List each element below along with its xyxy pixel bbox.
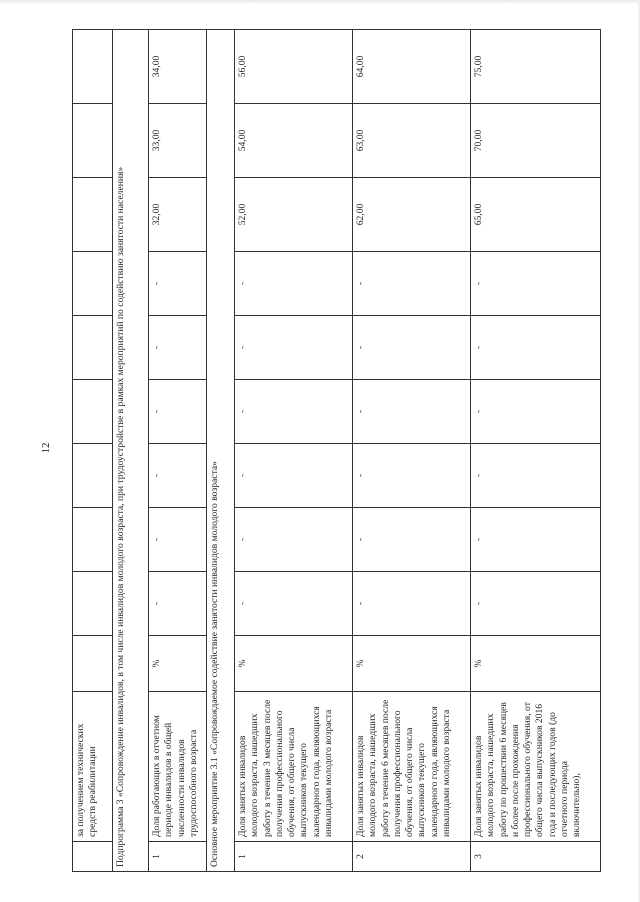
indicator-name: Доля занятых инвалидов молодого возраста, нашедших работу в течение 6 месяцев после получения профессионального обучения, от общего числа выпускников текущего календарного года, являющихся инвалидами молодого возраста — [353, 692, 471, 842]
value-cell: 32,00 — [149, 178, 207, 252]
value-cell: 56,00 — [235, 30, 353, 104]
rotated-page-content — [72, 30, 600, 872]
page-number: 12 — [40, 442, 52, 454]
value-cell: - — [235, 252, 353, 316]
value-cell: - — [235, 508, 353, 572]
row-number: 1 — [235, 842, 353, 872]
value-cell: - — [471, 508, 601, 572]
indicator-name: Доля занятых инвалидов молодого возраста, нашедших работу по прошествии 6 месяцев и более после прохождения профессионального обучения, от общего числа выпускников 2016 года и последующих годов (до отчетного периода включительно), — [471, 692, 601, 842]
value-cell: 54,00 — [235, 104, 353, 178]
unit-cell: % — [353, 636, 471, 692]
value-cell — [73, 316, 113, 380]
value-cell: 64,00 — [353, 30, 471, 104]
value-cell: - — [353, 380, 471, 444]
value-cell: - — [235, 316, 353, 380]
value-cell: - — [471, 380, 601, 444]
value-cell: 52,00 — [235, 178, 353, 252]
unit-cell — [73, 636, 113, 692]
value-cell: - — [235, 572, 353, 636]
value-cell: - — [353, 508, 471, 572]
unit-cell: % — [471, 636, 601, 692]
indicator-name: Доля занятых инвалидов молодого возраста, нашедших работу в течение 3 месяцев после получения профессионального обучения, от общего числа выпускников текущего календарного года, являющихся инвалидами молодого возраста — [235, 692, 353, 842]
value-cell: - — [353, 444, 471, 508]
value-cell: 34,00 — [149, 30, 207, 104]
table-row — [149, 30, 207, 872]
value-cell: - — [149, 508, 207, 572]
unit-cell: % — [235, 636, 353, 692]
value-cell: - — [471, 252, 601, 316]
value-cell: - — [149, 380, 207, 444]
value-cell — [73, 572, 113, 636]
value-cell: - — [235, 380, 353, 444]
value-cell: 70,00 — [471, 104, 601, 178]
table-row — [73, 30, 113, 872]
value-cell — [73, 252, 113, 316]
table-row — [353, 30, 471, 872]
value-cell: 33,00 — [149, 104, 207, 178]
value-cell: - — [471, 444, 601, 508]
value-cell — [73, 508, 113, 572]
indicator-name: за получением технических средств реабилитации — [73, 692, 113, 842]
value-cell: - — [353, 572, 471, 636]
value-cell: - — [471, 316, 601, 380]
row-number — [73, 842, 113, 872]
value-cell: - — [149, 316, 207, 380]
value-cell: 75,00 — [471, 30, 601, 104]
value-cell: 65,00 — [471, 178, 601, 252]
indicators-table — [72, 29, 601, 872]
scan-top-edge — [0, 0, 640, 4]
value-cell: - — [149, 572, 207, 636]
table-row — [471, 30, 601, 872]
unit-cell: % — [149, 636, 207, 692]
value-cell — [73, 178, 113, 252]
value-cell: 62,00 — [353, 178, 471, 252]
indicator-name: Доля работающих в отчетном периоде инвалидов в общей численности инвалидов трудоспособного возраста — [149, 692, 207, 842]
value-cell — [73, 104, 113, 178]
row-number: 3 — [471, 842, 601, 872]
value-cell — [73, 380, 113, 444]
row-number: 2 — [353, 842, 471, 872]
value-cell: - — [149, 444, 207, 508]
value-cell: - — [149, 252, 207, 316]
section-heading: Основное мероприятие 3.1 «Сопровождаемое содействие занятости инвалидов молодого возраста» — [207, 30, 235, 872]
section-row — [113, 30, 149, 872]
value-cell — [73, 30, 113, 104]
value-cell: - — [353, 252, 471, 316]
value-cell: - — [235, 444, 353, 508]
table-row — [235, 30, 353, 872]
row-number: 1 — [149, 842, 207, 872]
value-cell: 63,00 — [353, 104, 471, 178]
value-cell: - — [353, 316, 471, 380]
section-heading: Подпрограмма 3 «Сопровождение инвалидов, в том числе инвалидов молодого возраста, при трудоустройстве в рамках мероприятий по содействию занятости населения» — [113, 30, 149, 872]
section-row — [207, 30, 235, 872]
value-cell: - — [471, 572, 601, 636]
value-cell — [73, 444, 113, 508]
